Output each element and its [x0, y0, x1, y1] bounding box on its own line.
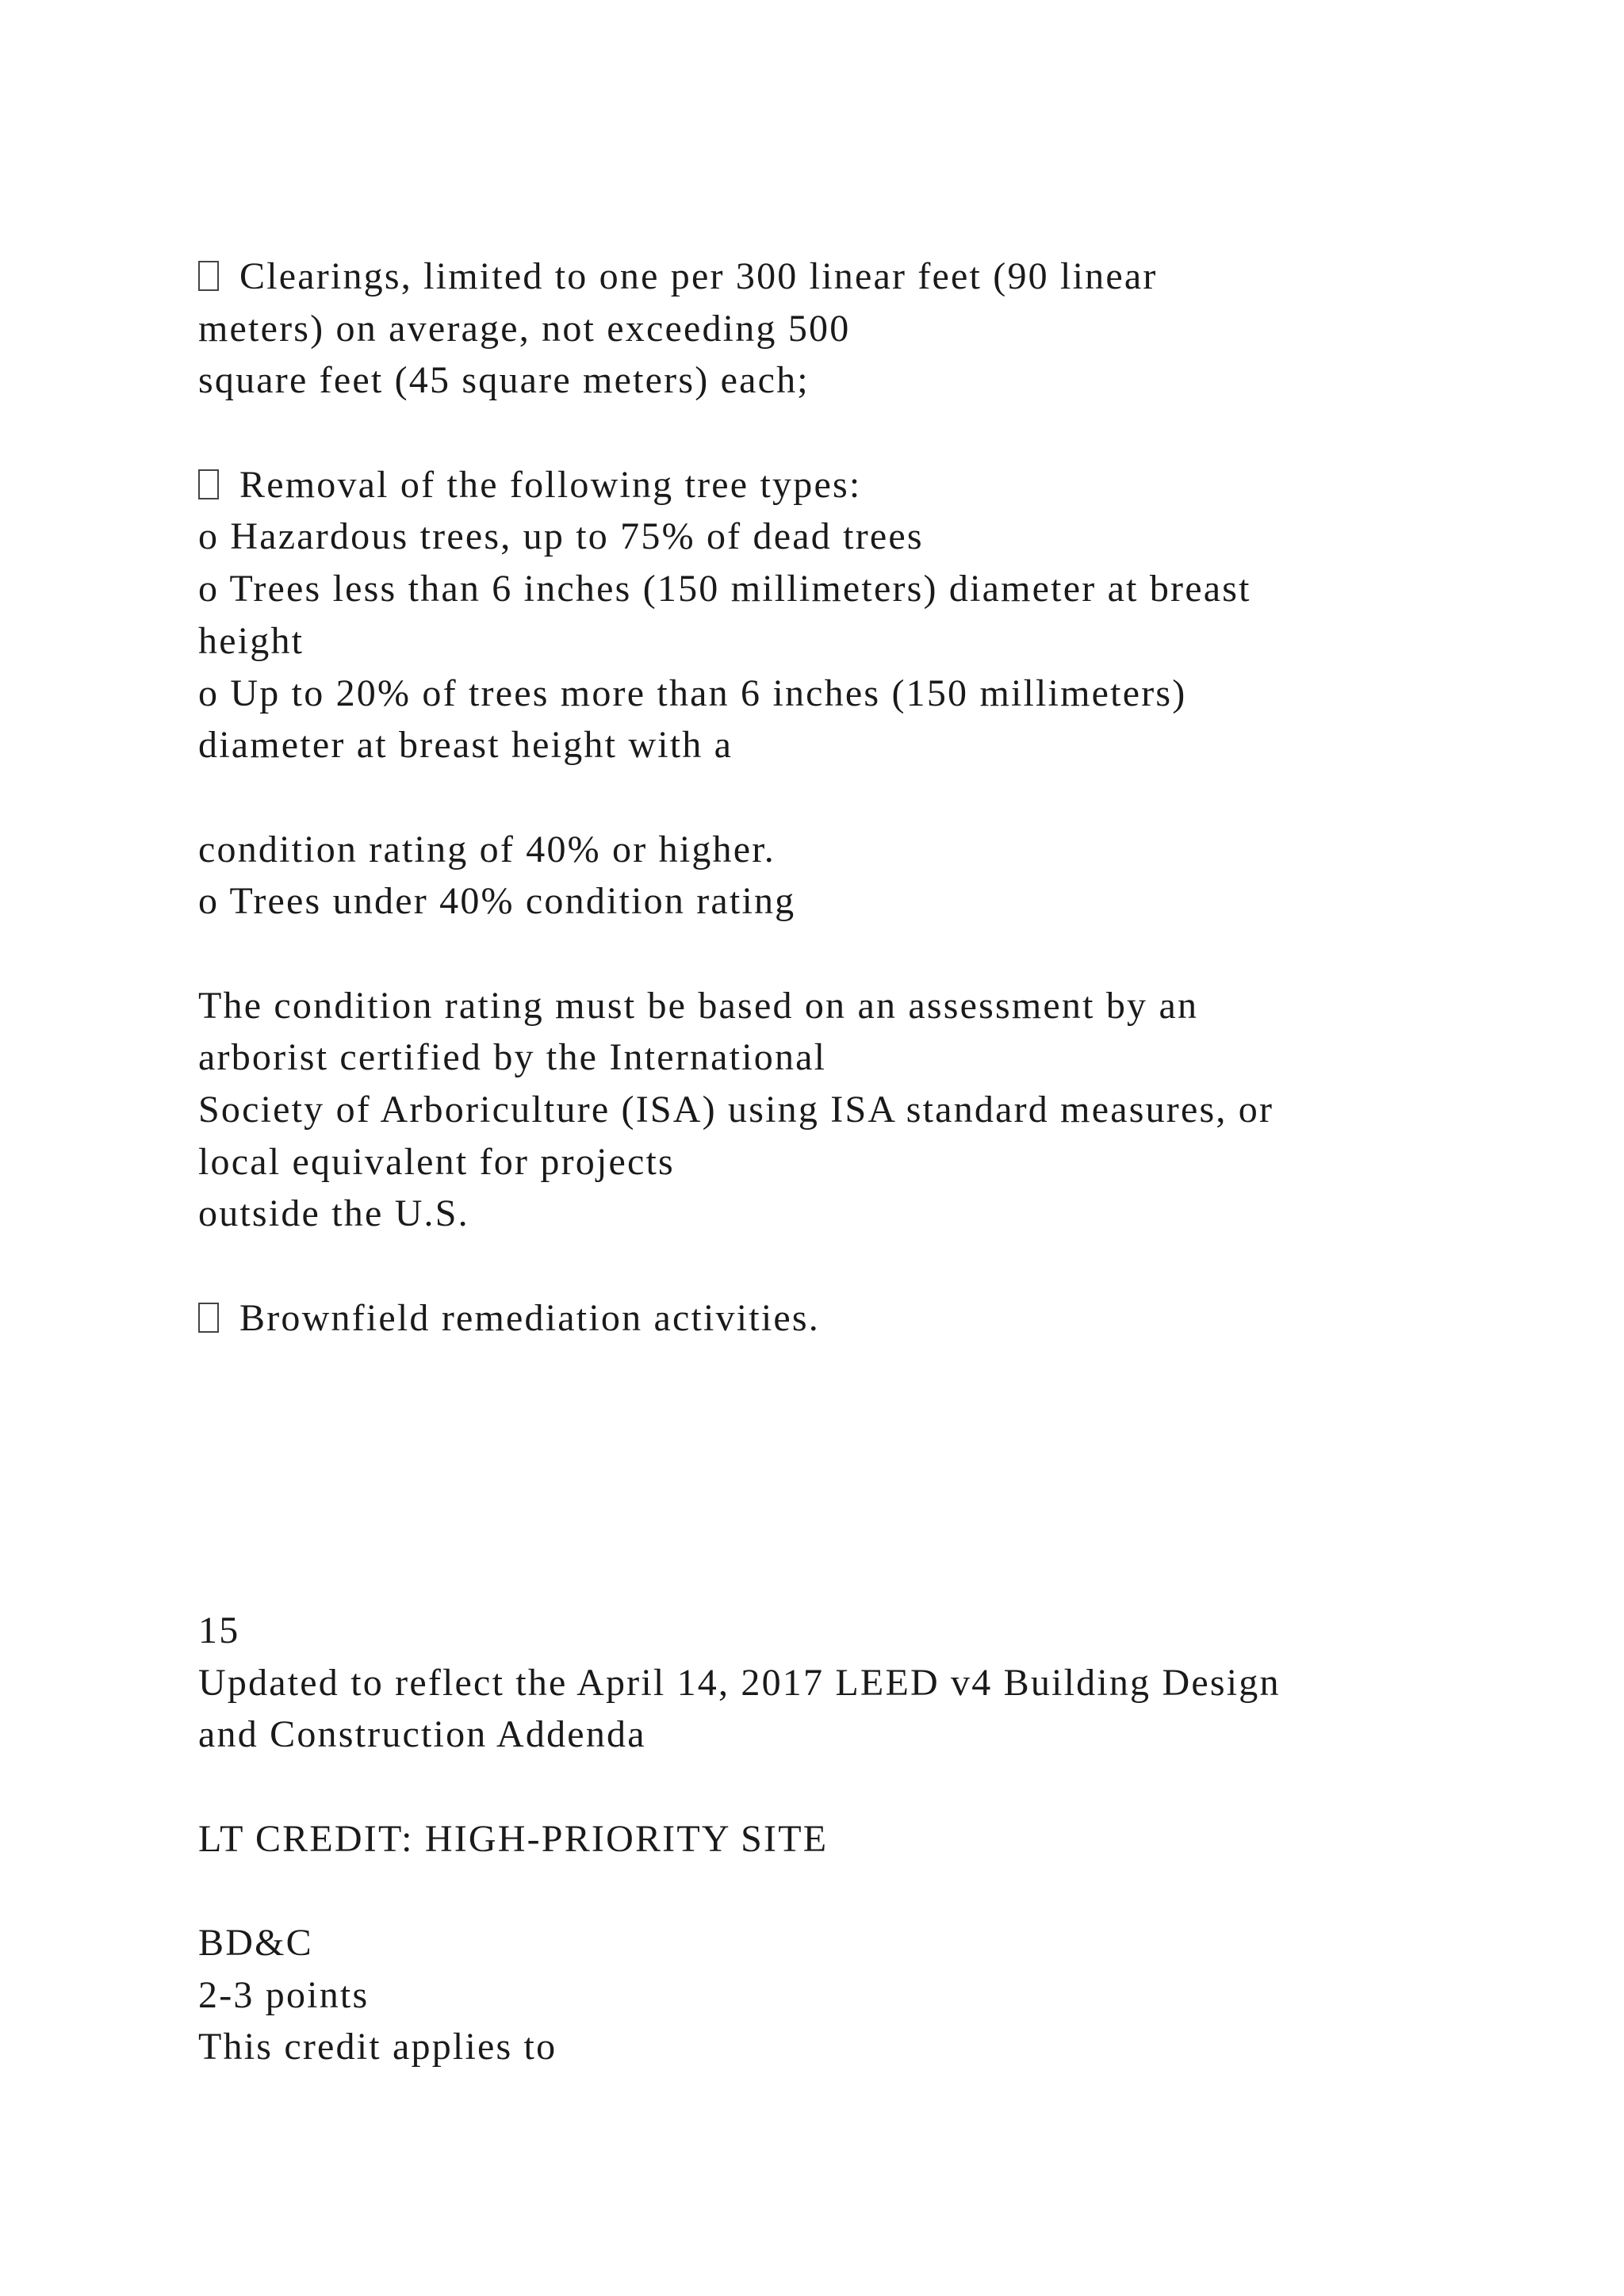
- page-number: 15: [198, 1609, 240, 1651]
- rating-system: BD&C: [198, 1922, 313, 1964]
- removal-heading-text: Removal of the following tree types:: [239, 463, 862, 506]
- clearings-line-2: meters) on average, not exceeding 500: [198, 307, 851, 350]
- spacer: [198, 1448, 1562, 1501]
- spacer: [198, 1761, 1562, 1813]
- condition-paragraph-line-4: local equivalent for projects: [198, 1140, 675, 1183]
- spacer: [198, 1396, 1562, 1448]
- spacer: [198, 771, 1562, 824]
- removal-item-small-trees-1: o Trees less than 6 inches (150 millimeters) diameter at breast: [198, 568, 1251, 610]
- brownfield-text: Brownfield remediation activities.: [239, 1296, 820, 1339]
- removal-item-small-trees-2: height: [198, 619, 304, 662]
- spacer: [198, 1344, 1562, 1396]
- clearings-line-1: [198, 251, 1562, 303]
- condition-paragraph-line-3: Society of Arboriculture (ISA) using ISA standard measures, or: [198, 1089, 1274, 1131]
- spacer: [198, 1501, 1562, 1553]
- removal-item-large-trees-1: o Up to 20% of trees more than 6 inches (150 millimeters): [198, 672, 1187, 714]
- spacer: [198, 1865, 1562, 1917]
- spacer: [198, 1240, 1562, 1292]
- bullet-box-icon: [198, 261, 219, 291]
- removal-item-condition: o Trees under 40% condition rating: [198, 880, 796, 923]
- spacer: [198, 1552, 1562, 1605]
- removal-item-large-trees-3: condition rating of 40% or higher.: [198, 828, 776, 871]
- condition-paragraph-line-2: arborist certified by the International: [198, 1036, 827, 1079]
- update-note-line-1: Updated to reflect the April 14, 2017 LEED v4 Building Design: [198, 1661, 1281, 1704]
- bullet-box-icon: [198, 1303, 219, 1333]
- removal-item-large-trees-2: diameter at breast height with a: [198, 724, 733, 767]
- credit-title: LT CREDIT: HIGH-PRIORITY SITE: [198, 1817, 829, 1860]
- spacer: [198, 928, 1562, 980]
- bullet-box-icon: [198, 469, 219, 499]
- clearings-line-3: square feet (45 square meters) each;: [198, 359, 810, 402]
- clearings-text-1: Clearings, limited to one per 300 linear feet (90 linear: [239, 255, 1158, 297]
- brownfield-line: [198, 1292, 1562, 1345]
- removal-item-hazardous: o Hazardous trees, up to 75% of dead trees: [198, 515, 924, 558]
- document-body: [198, 251, 1562, 2073]
- credit-applies-to: This credit applies to: [198, 2026, 557, 2068]
- spacer: [198, 407, 1562, 459]
- removal-heading: [198, 459, 1562, 511]
- condition-paragraph-line-1: The condition rating must be based on an assessment by an: [198, 984, 1199, 1027]
- credit-points: 2-3 points: [198, 1973, 370, 2016]
- update-note-line-2: and Construction Addenda: [198, 1713, 646, 1756]
- condition-paragraph-line-5: outside the U.S.: [198, 1192, 469, 1235]
